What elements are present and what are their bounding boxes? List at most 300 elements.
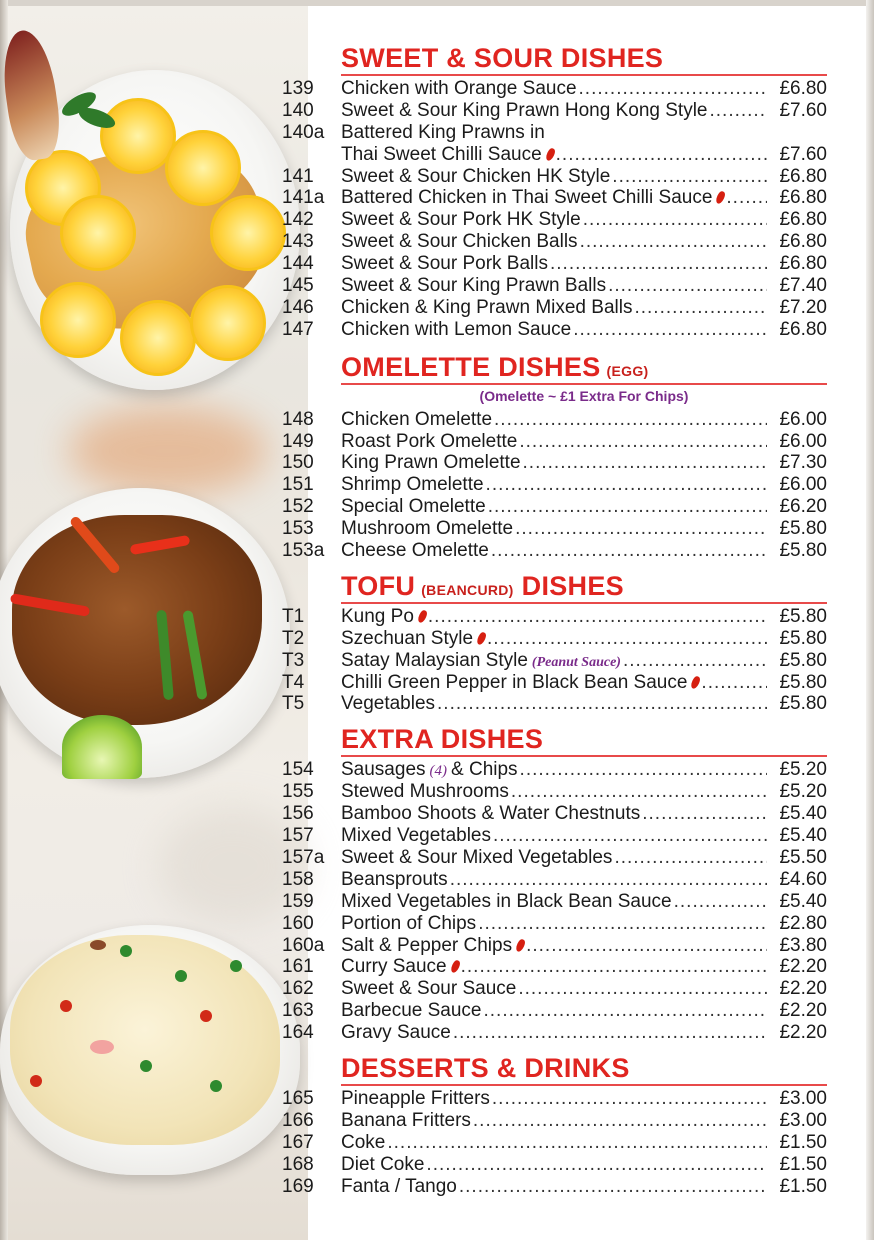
dot-leader xyxy=(478,913,767,935)
menu-section xyxy=(282,570,827,715)
item-price: £6.80 xyxy=(779,253,827,275)
menu-item xyxy=(282,869,827,891)
dot-leader xyxy=(634,297,767,319)
item-name-text: Cheese Omelette xyxy=(341,540,489,562)
section-title-text: TOFU xyxy=(341,570,416,601)
item-name xyxy=(341,1000,482,1022)
item-name-text: Barbecue Sauce xyxy=(341,1000,482,1022)
pork-piece xyxy=(90,940,106,950)
dot-leader xyxy=(491,540,767,562)
item-number: T2 xyxy=(282,627,305,649)
section-title-subtext: (BEANCURD) xyxy=(421,581,514,598)
item-name xyxy=(341,628,485,650)
dot-leader xyxy=(387,1132,767,1154)
item-aside-note: (Peanut Sauce) xyxy=(531,654,621,670)
item-price: £3.00 xyxy=(779,1109,827,1131)
item-price: £2.20 xyxy=(779,978,827,1000)
section-title xyxy=(341,351,827,385)
item-name xyxy=(341,452,521,474)
menu-section xyxy=(282,723,827,1044)
item-name-text: Vegetables xyxy=(341,693,436,715)
item-number: 148 xyxy=(282,408,314,430)
menu-items xyxy=(282,759,827,1044)
menu-item xyxy=(282,409,827,431)
item-name-text: Chicken with Orange Sauce xyxy=(341,78,577,99)
item-price: £6.80 xyxy=(779,231,827,253)
menu-item xyxy=(282,452,827,474)
item-name xyxy=(341,540,489,562)
item-name xyxy=(341,78,577,100)
item-price: £5.80 xyxy=(779,518,827,540)
item-number: 149 xyxy=(282,430,314,452)
item-number: 157 xyxy=(282,825,314,847)
dot-leader xyxy=(511,781,767,803)
item-name-text: Portion of Chips xyxy=(341,912,477,934)
dot-leader xyxy=(453,1022,767,1044)
item-name xyxy=(341,891,672,913)
chili-pepper-icon xyxy=(476,631,488,646)
item-price: £5.20 xyxy=(779,781,827,803)
item-name xyxy=(341,693,435,715)
item-number: 164 xyxy=(282,1022,314,1044)
lemon-slice xyxy=(40,282,116,358)
menu-item xyxy=(282,1110,827,1132)
menu-item xyxy=(282,693,827,715)
item-number: 158 xyxy=(282,868,314,890)
item-name-text: Sweet & Sour Sauce xyxy=(341,978,517,1000)
dot-leader xyxy=(612,166,767,188)
item-name-text: Gravy Sauce xyxy=(341,1022,451,1044)
item-name xyxy=(341,1110,471,1132)
blurred-food-ghost xyxy=(68,406,268,496)
section-title-text: DISHES xyxy=(521,570,624,601)
item-name xyxy=(341,431,517,453)
menu-item xyxy=(282,913,827,935)
item-price: £5.40 xyxy=(779,825,827,847)
menu-item xyxy=(282,209,827,231)
dot-leader xyxy=(473,1110,767,1132)
menu-item xyxy=(282,891,827,913)
pea xyxy=(175,970,187,982)
item-name xyxy=(341,100,707,122)
menu-items xyxy=(282,409,827,562)
dot-leader xyxy=(614,847,767,869)
item-price: £7.20 xyxy=(779,296,827,318)
item-name-text: Chicken with Lemon Sauce xyxy=(341,318,572,340)
item-name-text: Beansprouts xyxy=(341,868,448,890)
item-number: 159 xyxy=(282,890,314,912)
menu-item xyxy=(282,759,827,781)
menu-item xyxy=(282,78,827,100)
item-price: £6.80 xyxy=(779,165,827,187)
menu-item xyxy=(282,606,827,628)
pea xyxy=(230,960,242,972)
cucumber-garnish xyxy=(62,715,142,779)
lemon-slice xyxy=(60,195,136,271)
item-price: £7.60 xyxy=(779,99,827,121)
item-name xyxy=(341,606,426,628)
dot-leader xyxy=(492,1088,767,1110)
item-name xyxy=(341,409,492,431)
item-price: £5.80 xyxy=(779,649,827,671)
menu-item xyxy=(282,122,827,144)
menu-item xyxy=(282,431,827,453)
menu-item xyxy=(282,474,827,496)
item-name xyxy=(341,825,491,847)
pea xyxy=(140,1060,152,1072)
item-name-text: Banana Fritters xyxy=(341,1109,471,1131)
item-number: 160a xyxy=(282,934,325,956)
item-name-text: Chicken Omelette xyxy=(341,408,493,430)
item-number: 160 xyxy=(282,912,314,934)
item-number: 141a xyxy=(282,187,325,209)
item-price: £6.20 xyxy=(779,496,827,518)
menu-item xyxy=(282,847,827,869)
carrot-piece xyxy=(200,1010,212,1022)
item-name-text: Kung Po xyxy=(341,605,414,627)
item-name xyxy=(341,803,640,825)
item-name-text: Coke xyxy=(341,1131,386,1153)
item-name xyxy=(341,1132,385,1154)
item-name-text: Salt & Pepper Chips xyxy=(341,934,513,956)
dot-leader xyxy=(459,1176,767,1198)
item-number: 144 xyxy=(282,253,314,275)
item-number: 155 xyxy=(282,781,314,803)
menu-item xyxy=(282,1132,827,1154)
item-name xyxy=(341,122,545,144)
item-name xyxy=(341,1088,490,1110)
menu-items xyxy=(282,78,827,341)
item-name-text: Bamboo Shoots & Water Chestnuts xyxy=(341,803,641,825)
item-number: T1 xyxy=(282,605,305,627)
pea xyxy=(210,1080,222,1092)
item-number: 153a xyxy=(282,540,325,562)
dot-leader xyxy=(488,496,767,518)
dot-leader xyxy=(674,891,767,913)
item-name-text: Mixed Vegetables xyxy=(341,825,491,847)
menu-items xyxy=(282,606,827,715)
item-number: 154 xyxy=(282,759,314,781)
dot-leader xyxy=(487,628,767,650)
carrot-piece xyxy=(60,1000,72,1012)
section-title xyxy=(341,723,827,757)
item-price: £3.00 xyxy=(779,1087,827,1109)
item-number: 150 xyxy=(282,452,314,474)
section-title-text: SWEET & SOUR DISHES xyxy=(341,43,664,73)
item-price: £6.80 xyxy=(779,318,827,340)
item-number: 140a xyxy=(282,121,325,143)
dot-leader xyxy=(709,100,767,122)
dot-leader xyxy=(520,759,767,781)
item-name-text: Shrimp Omelette xyxy=(341,474,484,496)
item-name xyxy=(341,166,610,188)
menu-item xyxy=(282,166,827,188)
dot-leader xyxy=(580,231,767,253)
dot-leader xyxy=(579,78,767,100)
dot-leader xyxy=(701,672,767,694)
dot-leader xyxy=(518,978,767,1000)
chili-pepper-icon xyxy=(715,191,727,206)
item-name xyxy=(341,672,699,694)
item-name-text: Sweet & Sour Pork HK Style xyxy=(341,209,581,231)
item-name xyxy=(341,1022,451,1044)
menu-item xyxy=(282,540,827,562)
item-name-text: Curry Sauce xyxy=(341,956,447,978)
item-price: £5.80 xyxy=(779,671,827,693)
dot-leader xyxy=(623,650,767,672)
item-name-text: Sweet & Sour Pork Balls xyxy=(341,253,548,275)
menu-section xyxy=(282,1052,827,1197)
menu-item xyxy=(282,231,827,253)
item-price: £7.30 xyxy=(779,452,827,474)
item-price: £5.40 xyxy=(779,890,827,912)
lemon-slice xyxy=(190,285,266,361)
menu-item xyxy=(282,956,827,978)
item-name-text: Sweet & Sour Mixed Vegetables xyxy=(341,846,613,868)
menu-item xyxy=(282,518,827,540)
item-price: £5.80 xyxy=(779,540,827,562)
item-name xyxy=(341,187,724,209)
item-number: 145 xyxy=(282,275,314,297)
item-name-text: & Chips xyxy=(451,759,518,781)
dot-leader xyxy=(583,209,767,231)
item-name xyxy=(341,496,486,518)
item-name-text: Sweet & Sour Chicken HK Style xyxy=(341,165,611,187)
item-name xyxy=(341,978,516,1000)
item-number: 140 xyxy=(282,99,314,121)
menu-item xyxy=(282,781,827,803)
menu-item xyxy=(282,253,827,275)
item-name xyxy=(341,913,476,935)
item-name-text: Szechuan Style xyxy=(341,627,474,649)
item-price: £5.20 xyxy=(779,759,827,781)
item-price: £5.80 xyxy=(779,627,827,649)
item-number: 147 xyxy=(282,318,314,340)
lemon-slice xyxy=(120,300,196,376)
section-title-subtext: (EGG) xyxy=(606,362,649,379)
dot-leader xyxy=(450,869,767,891)
pea xyxy=(120,945,132,957)
item-number: 143 xyxy=(282,231,314,253)
dot-leader xyxy=(526,935,767,957)
item-name xyxy=(341,1154,424,1176)
chili-pepper-icon xyxy=(690,675,702,690)
item-number: 141 xyxy=(282,165,314,187)
menu-items xyxy=(282,1088,827,1197)
item-name xyxy=(341,869,448,891)
menu-item xyxy=(282,319,827,341)
item-name xyxy=(341,231,578,253)
item-number: 139 xyxy=(282,78,314,99)
item-price: £6.80 xyxy=(779,187,827,209)
item-number: 162 xyxy=(282,978,314,1000)
item-name xyxy=(341,956,459,978)
item-name-text: Chicken & King Prawn Mixed Balls xyxy=(341,296,633,318)
item-name xyxy=(341,759,518,783)
item-name-text: Diet Coke xyxy=(341,1153,425,1175)
item-name-text: Chilli Green Pepper in Black Bean Sauce xyxy=(341,671,688,693)
item-price: £2.20 xyxy=(779,956,827,978)
item-number: 142 xyxy=(282,209,314,231)
item-name-text: Mixed Vegetables in Black Bean Sauce xyxy=(341,890,672,912)
item-price: £6.00 xyxy=(779,430,827,452)
item-name-text: Satay Malaysian Style xyxy=(341,649,528,671)
item-name xyxy=(341,275,606,297)
item-name-text: Thai Sweet Chilli Sauce xyxy=(341,143,542,165)
item-price: £5.50 xyxy=(779,846,827,868)
item-name-text: Pineapple Fritters xyxy=(341,1087,490,1109)
page-right-edge xyxy=(866,0,874,1240)
section-title xyxy=(341,1052,827,1086)
dot-leader xyxy=(486,474,767,496)
item-price: £7.60 xyxy=(779,143,827,165)
item-name xyxy=(341,847,612,869)
carrot-piece xyxy=(30,1075,42,1087)
menu-section xyxy=(282,42,827,341)
item-name xyxy=(341,253,548,275)
menu-item xyxy=(282,935,827,957)
item-number: 168 xyxy=(282,1153,314,1175)
chili-pepper-icon xyxy=(515,938,527,953)
menu-item xyxy=(282,1000,827,1022)
item-name xyxy=(341,781,509,803)
menu-item xyxy=(282,650,827,672)
item-price: £7.40 xyxy=(779,275,827,297)
menu-item xyxy=(282,1088,827,1110)
item-name-text: Sweet & Sour King Prawn Hong Kong Style xyxy=(341,99,708,121)
menu-item xyxy=(282,1154,827,1176)
menu-item xyxy=(282,187,827,209)
item-name xyxy=(341,935,524,957)
chili-pepper-icon xyxy=(544,147,556,162)
dot-leader xyxy=(461,956,767,978)
dot-leader xyxy=(573,319,767,341)
item-name-text: Special Omelette xyxy=(341,496,486,518)
item-price: £6.80 xyxy=(779,78,827,99)
item-name-text: Battered Chicken in Thai Sweet Chilli Sauce xyxy=(341,187,713,209)
item-name xyxy=(341,650,621,674)
item-price: £2.20 xyxy=(779,1000,827,1022)
dot-leader xyxy=(426,1154,767,1176)
dot-leader xyxy=(437,693,767,715)
dot-leader xyxy=(550,253,767,275)
menu-item xyxy=(282,1176,827,1198)
item-price: £5.80 xyxy=(779,693,827,715)
menu-item xyxy=(282,978,827,1000)
item-number: 161 xyxy=(282,956,314,978)
item-name-text: Sweet & Sour Chicken Balls xyxy=(341,231,578,253)
menu-item xyxy=(282,100,827,122)
dot-leader xyxy=(494,409,767,431)
item-price: £1.50 xyxy=(779,1175,827,1197)
item-number: 146 xyxy=(282,296,314,318)
item-price: £3.80 xyxy=(779,934,827,956)
menu-item xyxy=(282,144,827,166)
item-number: 153 xyxy=(282,518,314,540)
dot-leader xyxy=(523,452,767,474)
item-name xyxy=(341,297,632,319)
item-number: T5 xyxy=(282,693,305,715)
item-number: 151 xyxy=(282,474,314,496)
item-price: £6.00 xyxy=(779,408,827,430)
menu-section xyxy=(282,351,827,562)
menu-item xyxy=(282,275,827,297)
item-name-text: King Prawn Omelette xyxy=(341,452,521,474)
dot-leader xyxy=(608,275,767,297)
menu-item xyxy=(282,1022,827,1044)
lemon-slice xyxy=(210,195,286,271)
dot-leader xyxy=(519,431,767,453)
item-name-text: Sausages xyxy=(341,759,426,781)
section-title-text: EXTRA DISHES xyxy=(341,724,544,755)
item-number: 167 xyxy=(282,1131,314,1153)
menu-item xyxy=(282,496,827,518)
item-name xyxy=(341,144,554,166)
dot-leader xyxy=(556,144,767,166)
item-price: £2.20 xyxy=(779,1022,827,1044)
section-note: (Omelette ~ £1 Extra For Chips) xyxy=(479,387,689,404)
item-name xyxy=(341,518,513,540)
item-name xyxy=(341,474,484,496)
menu-item xyxy=(282,825,827,847)
chili-pepper-icon xyxy=(449,960,461,975)
menu-item xyxy=(282,672,827,694)
section-title-text: DESSERTS & DRINKS xyxy=(341,1052,630,1083)
lemon-slice xyxy=(165,130,241,206)
section-title xyxy=(341,42,827,76)
menu-list xyxy=(282,42,827,1197)
menu-item xyxy=(282,297,827,319)
chili-pepper-icon xyxy=(416,609,428,624)
item-number: 157a xyxy=(282,846,325,868)
item-price: £1.50 xyxy=(779,1153,827,1175)
item-name xyxy=(341,319,571,341)
item-number: 163 xyxy=(282,1000,314,1022)
item-price: £6.80 xyxy=(779,209,827,231)
dot-leader xyxy=(493,825,767,847)
item-name-text: Fanta / Tango xyxy=(341,1175,457,1197)
item-name-text: Roast Pork Omelette xyxy=(341,430,518,452)
item-name xyxy=(341,209,581,231)
section-title xyxy=(341,570,827,604)
item-number: T3 xyxy=(282,649,305,671)
item-name xyxy=(341,1176,457,1198)
item-number: 166 xyxy=(282,1109,314,1131)
item-number: 169 xyxy=(282,1175,314,1197)
item-name-text: Battered King Prawns in xyxy=(341,121,545,143)
item-price: £2.80 xyxy=(779,912,827,934)
item-price: £1.50 xyxy=(779,1131,827,1153)
item-name-text: Sweet & Sour King Prawn Balls xyxy=(341,275,607,297)
dot-leader xyxy=(642,803,767,825)
item-number: 152 xyxy=(282,496,314,518)
item-name-text: Mushroom Omelette xyxy=(341,518,514,540)
item-quantity-note: (4) xyxy=(429,763,448,780)
menu-item xyxy=(282,628,827,650)
item-price: £6.00 xyxy=(779,474,827,496)
item-name-text: Stewed Mushrooms xyxy=(341,781,509,803)
menu-item xyxy=(282,803,827,825)
item-number: 156 xyxy=(282,803,314,825)
item-price: £5.80 xyxy=(779,605,827,627)
item-number: T4 xyxy=(282,671,305,693)
dot-leader xyxy=(515,518,767,540)
dot-leader xyxy=(484,1000,768,1022)
dot-leader xyxy=(428,606,767,628)
dot-leader xyxy=(726,187,767,209)
prawn-piece xyxy=(90,1040,114,1054)
item-number: 165 xyxy=(282,1087,314,1109)
